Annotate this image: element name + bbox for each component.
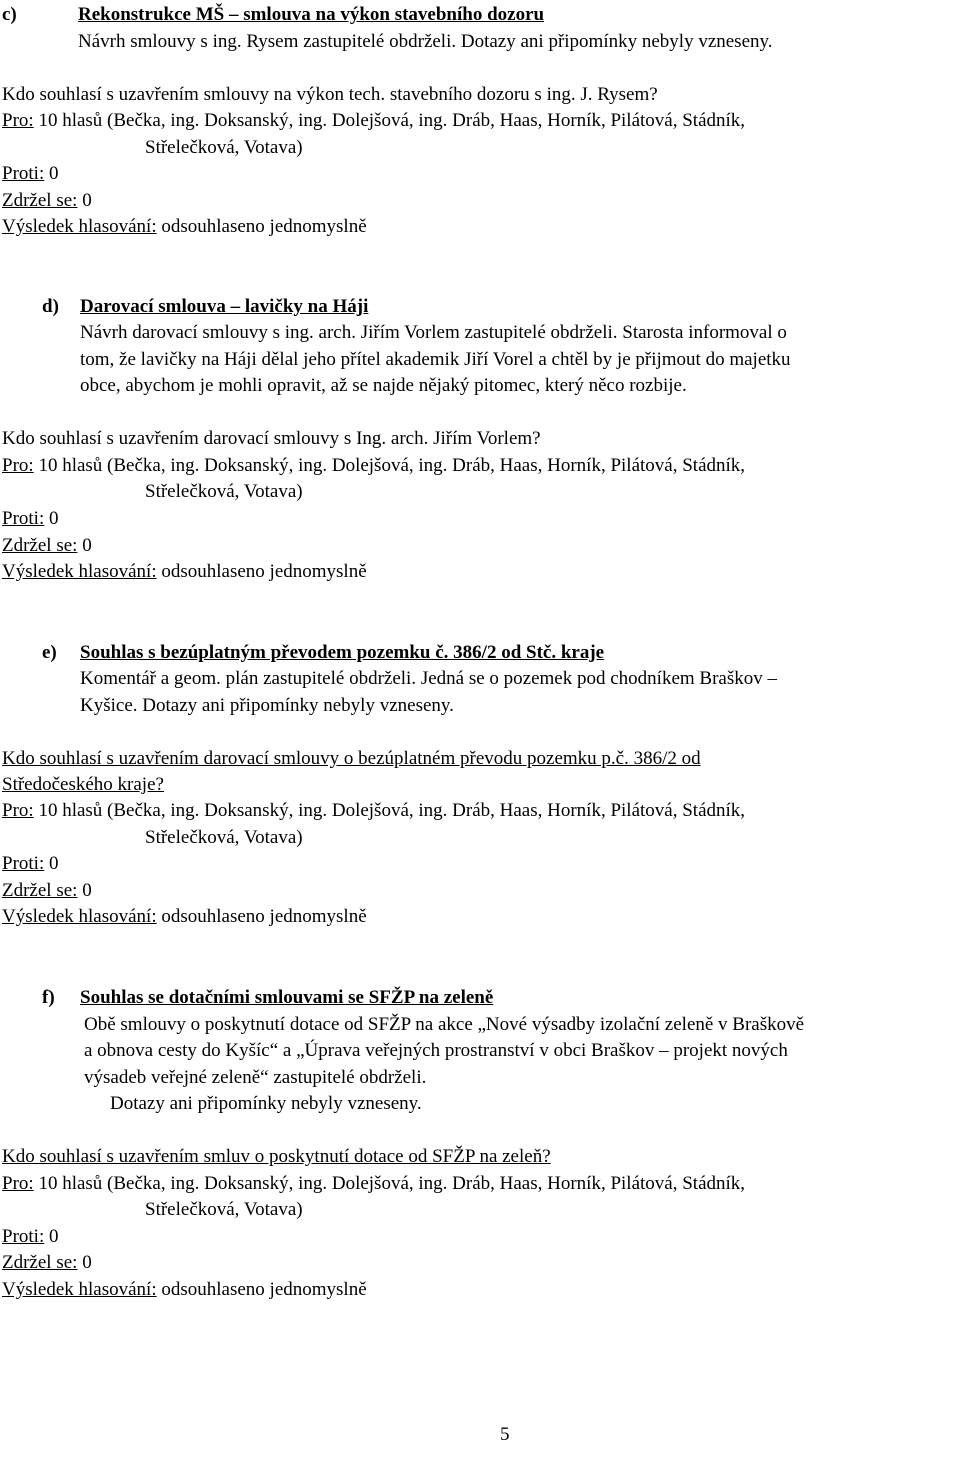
section-body-line: Kyšice. Dotazy ani připomínky nebyly vzneseny. [80, 695, 454, 716]
section-letter: c) [2, 4, 17, 25]
section-body-line: Dotazy ani připomínky nebyly vzneseny. [110, 1093, 422, 1114]
section-body-line: Obě smlouvy o poskytnutí dotace od SFŽP na akce „Nové výsadby izolační zeleně v Braškově [84, 1014, 805, 1035]
vote-result-label: Výsledek hlasování: [2, 1279, 157, 1300]
vote-pro [2, 455, 745, 477]
vote-pro-continued: Střelečková, Votava) [145, 827, 303, 848]
vote-zdrzel-label: Zdržel se: [2, 880, 78, 901]
section-letter: d) [42, 296, 59, 317]
vote-zdrzel-value: 0 [82, 880, 92, 901]
vote-pro-value: 10 hlasů (Bečka, ing. Doksanský, ing. Dolejšová, ing. Dráb, Haas, Horník, Pilátová, Stádník, [38, 455, 746, 476]
vote-pro-value: 10 hlasů (Bečka, ing. Doksanský, ing. Dolejšová, ing. Dráb, Haas, Horník, Pilátová, Stádník, [38, 800, 746, 821]
vote-zdrzel [2, 880, 92, 902]
vote-proti-label: Proti: [2, 508, 45, 529]
vote-pro [2, 800, 745, 822]
vote-proti-value: 0 [48, 1226, 59, 1247]
section-f-heading [42, 987, 493, 1009]
section-body-line: a obnova cesty do Kyšíc“ a „Úprava veřejných prostranství v obci Braškov – projekt nových [84, 1040, 788, 1061]
vote-result-value: odsouhlaseno jednomyslně [161, 561, 367, 582]
vote-proti-label: Proti: [2, 853, 45, 874]
vote-proti [2, 163, 58, 185]
section-body-line: Návrh smlouvy s ing. Rysem zastupitelé obdrželi. Dotazy ani připomínky nebyly vzneseny. [78, 31, 773, 52]
vote-pro-label: Pro: [2, 1173, 34, 1194]
vote-zdrzel-value: 0 [82, 1252, 92, 1273]
section-title: Rekonstrukce MŠ – smlouva na výkon stavebního dozoru [78, 4, 545, 25]
vote-question: Kdo souhlasí s uzavřením smlouvy na výkon tech. stavebního dozoru s ing. J. Rysem? [2, 84, 658, 105]
vote-zdrzel-label: Zdržel se: [2, 190, 78, 211]
vote-question: Kdo souhlasí s uzavřením darovací smlouvy o bezúplatném převodu pozemku p.č. 386/2 od [2, 748, 701, 769]
vote-proti-label: Proti: [2, 163, 45, 184]
section-letter: f) [42, 987, 55, 1008]
section-title: Souhlas se dotačními smlouvami se SFŽP na zeleně [80, 987, 494, 1008]
section-c-heading [2, 4, 544, 26]
vote-zdrzel-label: Zdržel se: [2, 1252, 78, 1273]
section-body-line: obce, abychom je mohli opravit, až se najde nějaký pitomec, který něco rozbije. [80, 375, 687, 396]
vote-pro-continued: Střelečková, Votava) [145, 1199, 303, 1220]
vote-proti [2, 1226, 58, 1248]
vote-result [2, 561, 367, 583]
vote-zdrzel-value: 0 [82, 535, 92, 556]
vote-pro-value: 10 hlasů (Bečka, ing. Doksanský, ing. Dolejšová, ing. Dráb, Haas, Horník, Pilátová, Stádník, [38, 110, 746, 131]
vote-zdrzel [2, 190, 92, 212]
vote-result-label: Výsledek hlasování: [2, 906, 157, 927]
vote-question-continued: Středočeského kraje? [2, 774, 164, 795]
vote-pro [2, 110, 745, 132]
vote-result [2, 1279, 367, 1301]
vote-result [2, 906, 367, 928]
section-e-heading [42, 642, 604, 664]
vote-question: Kdo souhlasí s uzavřením smluv o poskytnutí dotace od SFŽP na zeleň? [2, 1146, 551, 1167]
vote-result-value: odsouhlaseno jednomyslně [161, 906, 367, 927]
vote-pro-label: Pro: [2, 455, 34, 476]
page-number: 5 [500, 1424, 510, 1445]
vote-proti [2, 508, 58, 530]
section-body-line: výsadeb veřejné zeleně“ zastupitelé obdrželi. [84, 1067, 427, 1088]
section-letter: e) [42, 642, 57, 663]
section-title: Darovací smlouva – lavičky na Háji [80, 296, 369, 317]
vote-zdrzel [2, 1252, 92, 1274]
vote-result-label: Výsledek hlasování: [2, 216, 157, 237]
vote-pro-label: Pro: [2, 110, 34, 131]
vote-pro-value: 10 hlasů (Bečka, ing. Doksanský, ing. Dolejšová, ing. Dráb, Haas, Horník, Pilátová, Stádník, [38, 1173, 746, 1194]
section-title: Souhlas s bezúplatným převodem pozemku č. 386/2 od Stč. kraje [80, 642, 605, 663]
vote-proti-value: 0 [48, 508, 59, 529]
vote-pro-continued: Střelečková, Votava) [145, 137, 303, 158]
vote-pro-continued: Střelečková, Votava) [145, 481, 303, 502]
vote-result-label: Výsledek hlasování: [2, 561, 157, 582]
section-d-heading [42, 296, 368, 318]
vote-proti-value: 0 [48, 853, 59, 874]
vote-zdrzel [2, 535, 92, 557]
vote-question: Kdo souhlasí s uzavřením darovací smlouvy s Ing. arch. Jiřím Vorlem? [2, 428, 541, 449]
vote-result-value: odsouhlaseno jednomyslně [161, 216, 367, 237]
vote-zdrzel-value: 0 [82, 190, 92, 211]
vote-pro [2, 1173, 745, 1195]
vote-proti [2, 853, 58, 875]
vote-result [2, 216, 367, 238]
vote-proti-value: 0 [48, 163, 59, 184]
vote-pro-label: Pro: [2, 800, 34, 821]
vote-result-value: odsouhlaseno jednomyslně [161, 1279, 367, 1300]
section-body-line: Návrh darovací smlouvy s ing. arch. Jiřím Vorlem zastupitelé obdrželi. Starosta informoval o [80, 322, 787, 343]
vote-zdrzel-label: Zdržel se: [2, 535, 78, 556]
section-body-line: tom, že lavičky na Háji dělal jeho přítel akademik Jiří Vorel a chtěl by je přijmout do majetku [80, 349, 791, 370]
vote-proti-label: Proti: [2, 1226, 45, 1247]
section-body-line: Komentář a geom. plán zastupitelé obdrželi. Jedná se o pozemek pod chodníkem Braškov – [80, 668, 777, 689]
